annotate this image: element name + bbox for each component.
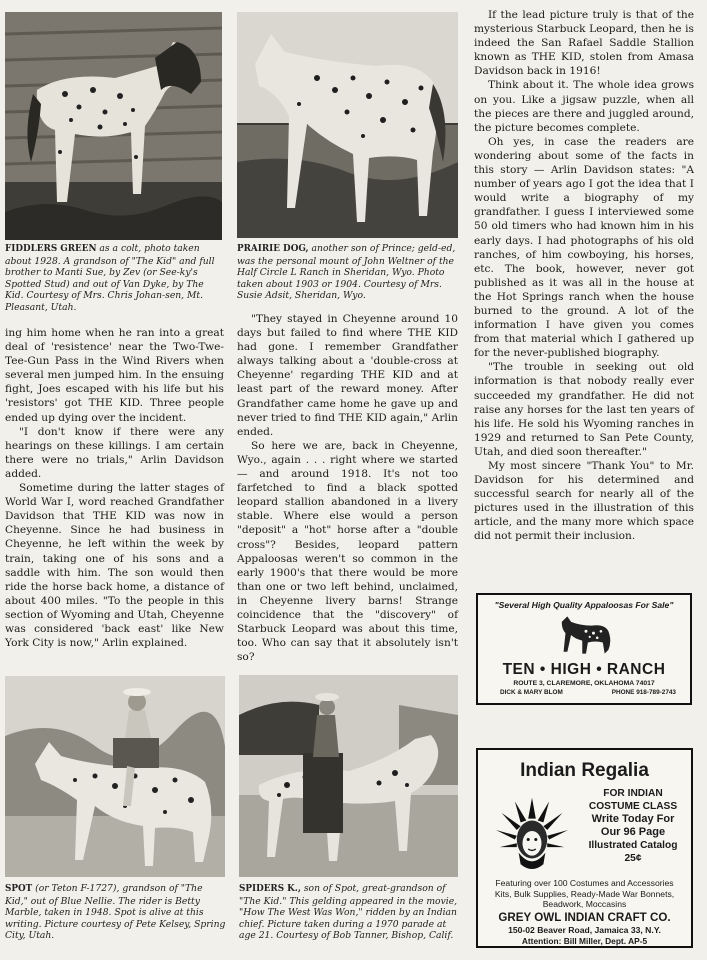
ad-regalia-line: Illustrated Catalog [588,840,678,851]
caption-fiddlers-green-text: as a colt, photo taken about 1928. A grandson of "The Kid" and full brother to Manti Sue, by Zev (or See-ky's Spotted Stud) and out of Van Dyke, by The Kid. Courtesy of Mrs. Chris Johan-sen, Mt. Pleasant, Utah. [5,243,215,313]
caption-prairie-dog [237,243,460,302]
photo-spot [5,676,225,877]
photo-prairie-dog [237,12,458,238]
photo-fiddlers-green-image [5,12,222,240]
caption-spot-name: SPOT [5,884,33,894]
column-2-paragraph: "They stayed in Cheyenne around 10 days but failed to find where THE KID had gone. I remember Grandfather always talking about a 'double-cross at Cheyenne' regarding THE KID and at least part of the reward money. After Grandfather came home he gave up and never tried to find THE KID again," Arlin ended. [237,313,458,438]
column-1-paragraph: Sometime during the latter stages of World War I, word reached Grandfather Davidson that THE KID was now in Cheyenne. Since he had business in Cheyenne, he left within the week by train, taking one of his sons and a saddle with him. The son would then ride the horse back home, a distance of about 400 miles. "To the people in this section of Wyoming and Utah, Cheyenne was considered 'back east' like New York City is now," Arlin explained. [5,482,224,650]
ad-ten-high-ranch [476,593,692,705]
ad-regalia-price: 25¢ [624,853,642,864]
ad-regalia-address: 150-02 Beaver Road, Jamaica 33, N.Y. [508,925,661,935]
column-3-paragraph: If the lead picture truly is that of the mysterious Starbuck Leopard, then he is indeed the San Rafael Saddle Stallion known as THE KID, stolen from Amasa Davidson back in 1916! [474,9,694,78]
ad-ranch-tagline: "Several High Quality Appaloosas For Sale" [494,600,674,610]
column-3-paragraph: Oh yes, in case the readers are wondering about some of the facts in this story — Arlin Davidson states: "A number of years ago I got the idea that I would write a biography of my grandfather. I guess I interviewed some 50 old timers who had known him in his early days. I had photographs of his old ranches, of him cowboying, his horses, etc. The book, however, never got published as it was all in the house at the Hot Springs ranch when the house burned to the ground. A lot of the information I have given you comes from that material which I gathered up for the never-published biography. [474,135,694,360]
ad-ranch-name: TEN • HIGH • RANCH [502,661,666,678]
photo-prairie-dog-image [237,12,458,238]
article-column-2 [237,312,458,664]
article-column-3 [474,8,694,544]
column-2-paragraph: So here we are, back in Cheyenne, Wyo., again . . . right where we started — and around 1918. It's not too farfetched to find a black spotted leopard stallion abandoned in a livery stable. Where else would a person "deposit" a "hot" horse after a "double cross"? Besides, leopard pattern Appaloosas weren't so common in the early 1900's that there would be more than one or two left behind, unclaimed, in Cheyenne livery barns! Strange coincidence that the "discovery" of Starbuck Leopard was about this time, too. Who can say that it absolutely isn't so? [237,439,458,664]
caption-prairie-dog-text: another son of Prince; geld-ed, was the personal mount of John Weltner of the Half Circle L Ranch in Sheridan, Wyo. Photo taken about 1903 or 1904. Courtesy of Mrs. Susie Adsit, Sheridan, Wyo. [237,243,456,302]
ad-ranch-contact-row [500,689,676,696]
ad-ranch-owners: DICK & MARY BLOM [500,689,563,696]
column-3-paragraph: My most sincere "Thank You" to Mr. Davidson for his determined and successful search for nearly all of the pictures used in the illustration of this article, and the many more which space did not permit their inclusion. [474,460,694,543]
caption-spiders-k-text: son of Spot, great-grandson of "The Kid." This gelding appeared in the movie, "How The West Was Won," ridden by an Indian chief. Picture taken during a 1970 parade at age 21. Courtesy of Bob Tanner, Bishop, Calif. [239,883,458,942]
photo-spiders-k [239,675,458,877]
ad-regalia-attention: Attention: Bill Miller, Dept. AP-5 [521,936,648,946]
caption-fiddlers-green [5,243,225,314]
photo-spiders-k-image [239,675,458,877]
ad-regalia-company: GREY OWL INDIAN CRAFT CO. [498,911,671,924]
caption-spot [5,883,227,942]
ad-regalia-offer [578,787,688,865]
war-bonnet-icon [494,788,570,872]
caption-fiddlers-green-name: FIDDLERS GREEN [5,244,97,254]
caption-prairie-dog-name: PRAIRIE DOG, [237,244,309,254]
ad-regalia-title: Indian Regalia [520,760,649,781]
caption-spiders-k [239,883,461,942]
column-3-paragraph: Think about it. The whole idea grows on you. Like a jigsaw puzzle, when all the pieces are there and juggled around, the picture becomes complete. [474,79,694,134]
ad-regalia-features: Featuring over 100 Costumes and Accessories Kits, Bulk Supplies, Ready-Made War Bonnets, Beadwork, Moccasins [494,878,675,909]
column-1-paragraph: "I don't know if there were any hearings on these killings. I am certain there were no trials," Arlin Davidson added. [5,425,224,480]
appaloosa-horse-icon [558,613,614,657]
ad-regalia-line: Write Today For [591,813,675,825]
caption-spot-text: (or Teton F-1727), grandson of "The Kid," out of Blue Nellie. The rider is Betty Marble, taken in 1948. Spot is alive at this writing. Picture courtesy of Pete Kelsey, Spring City, Utah. [5,883,226,942]
photo-fiddlers-green [5,12,222,240]
ad-ranch-address: ROUTE 3, CLAREMORE, OKLAHOMA 74017 [513,680,655,687]
ad-regalia-line: COSTUME CLASS [588,801,678,812]
ad-regalia-line: FOR INDIAN [603,788,663,799]
article-column-1 [5,326,224,650]
caption-spiders-k-name: SPIDERS K., [239,884,301,894]
ad-regalia-line: Our 96 Page [600,826,666,838]
ad-ranch-phone: PHONE 918-789-2743 [611,689,676,696]
column-3-paragraph: "The trouble in seeking out old information is that nobody really ever succeeded my grandfather. He did not raise any horses for the last ten years of his life. He sold his Wyoming ranches in 1929 and returned to San Pete County, Utah, and died soon thereafter." [474,361,694,458]
column-1-paragraph: ing him home when he ran into a great deal of 'resistence' near the Two-Twe-Tee-Gun Pass in the Wind Rivers when several men jumped him. In the ensuing fight, Joes escaped with his life but his 'resistors' got THE KID. Three people ended up dying over the incident. [5,327,224,424]
ad-indian-regalia [476,748,693,948]
photo-spot-image [5,676,225,877]
